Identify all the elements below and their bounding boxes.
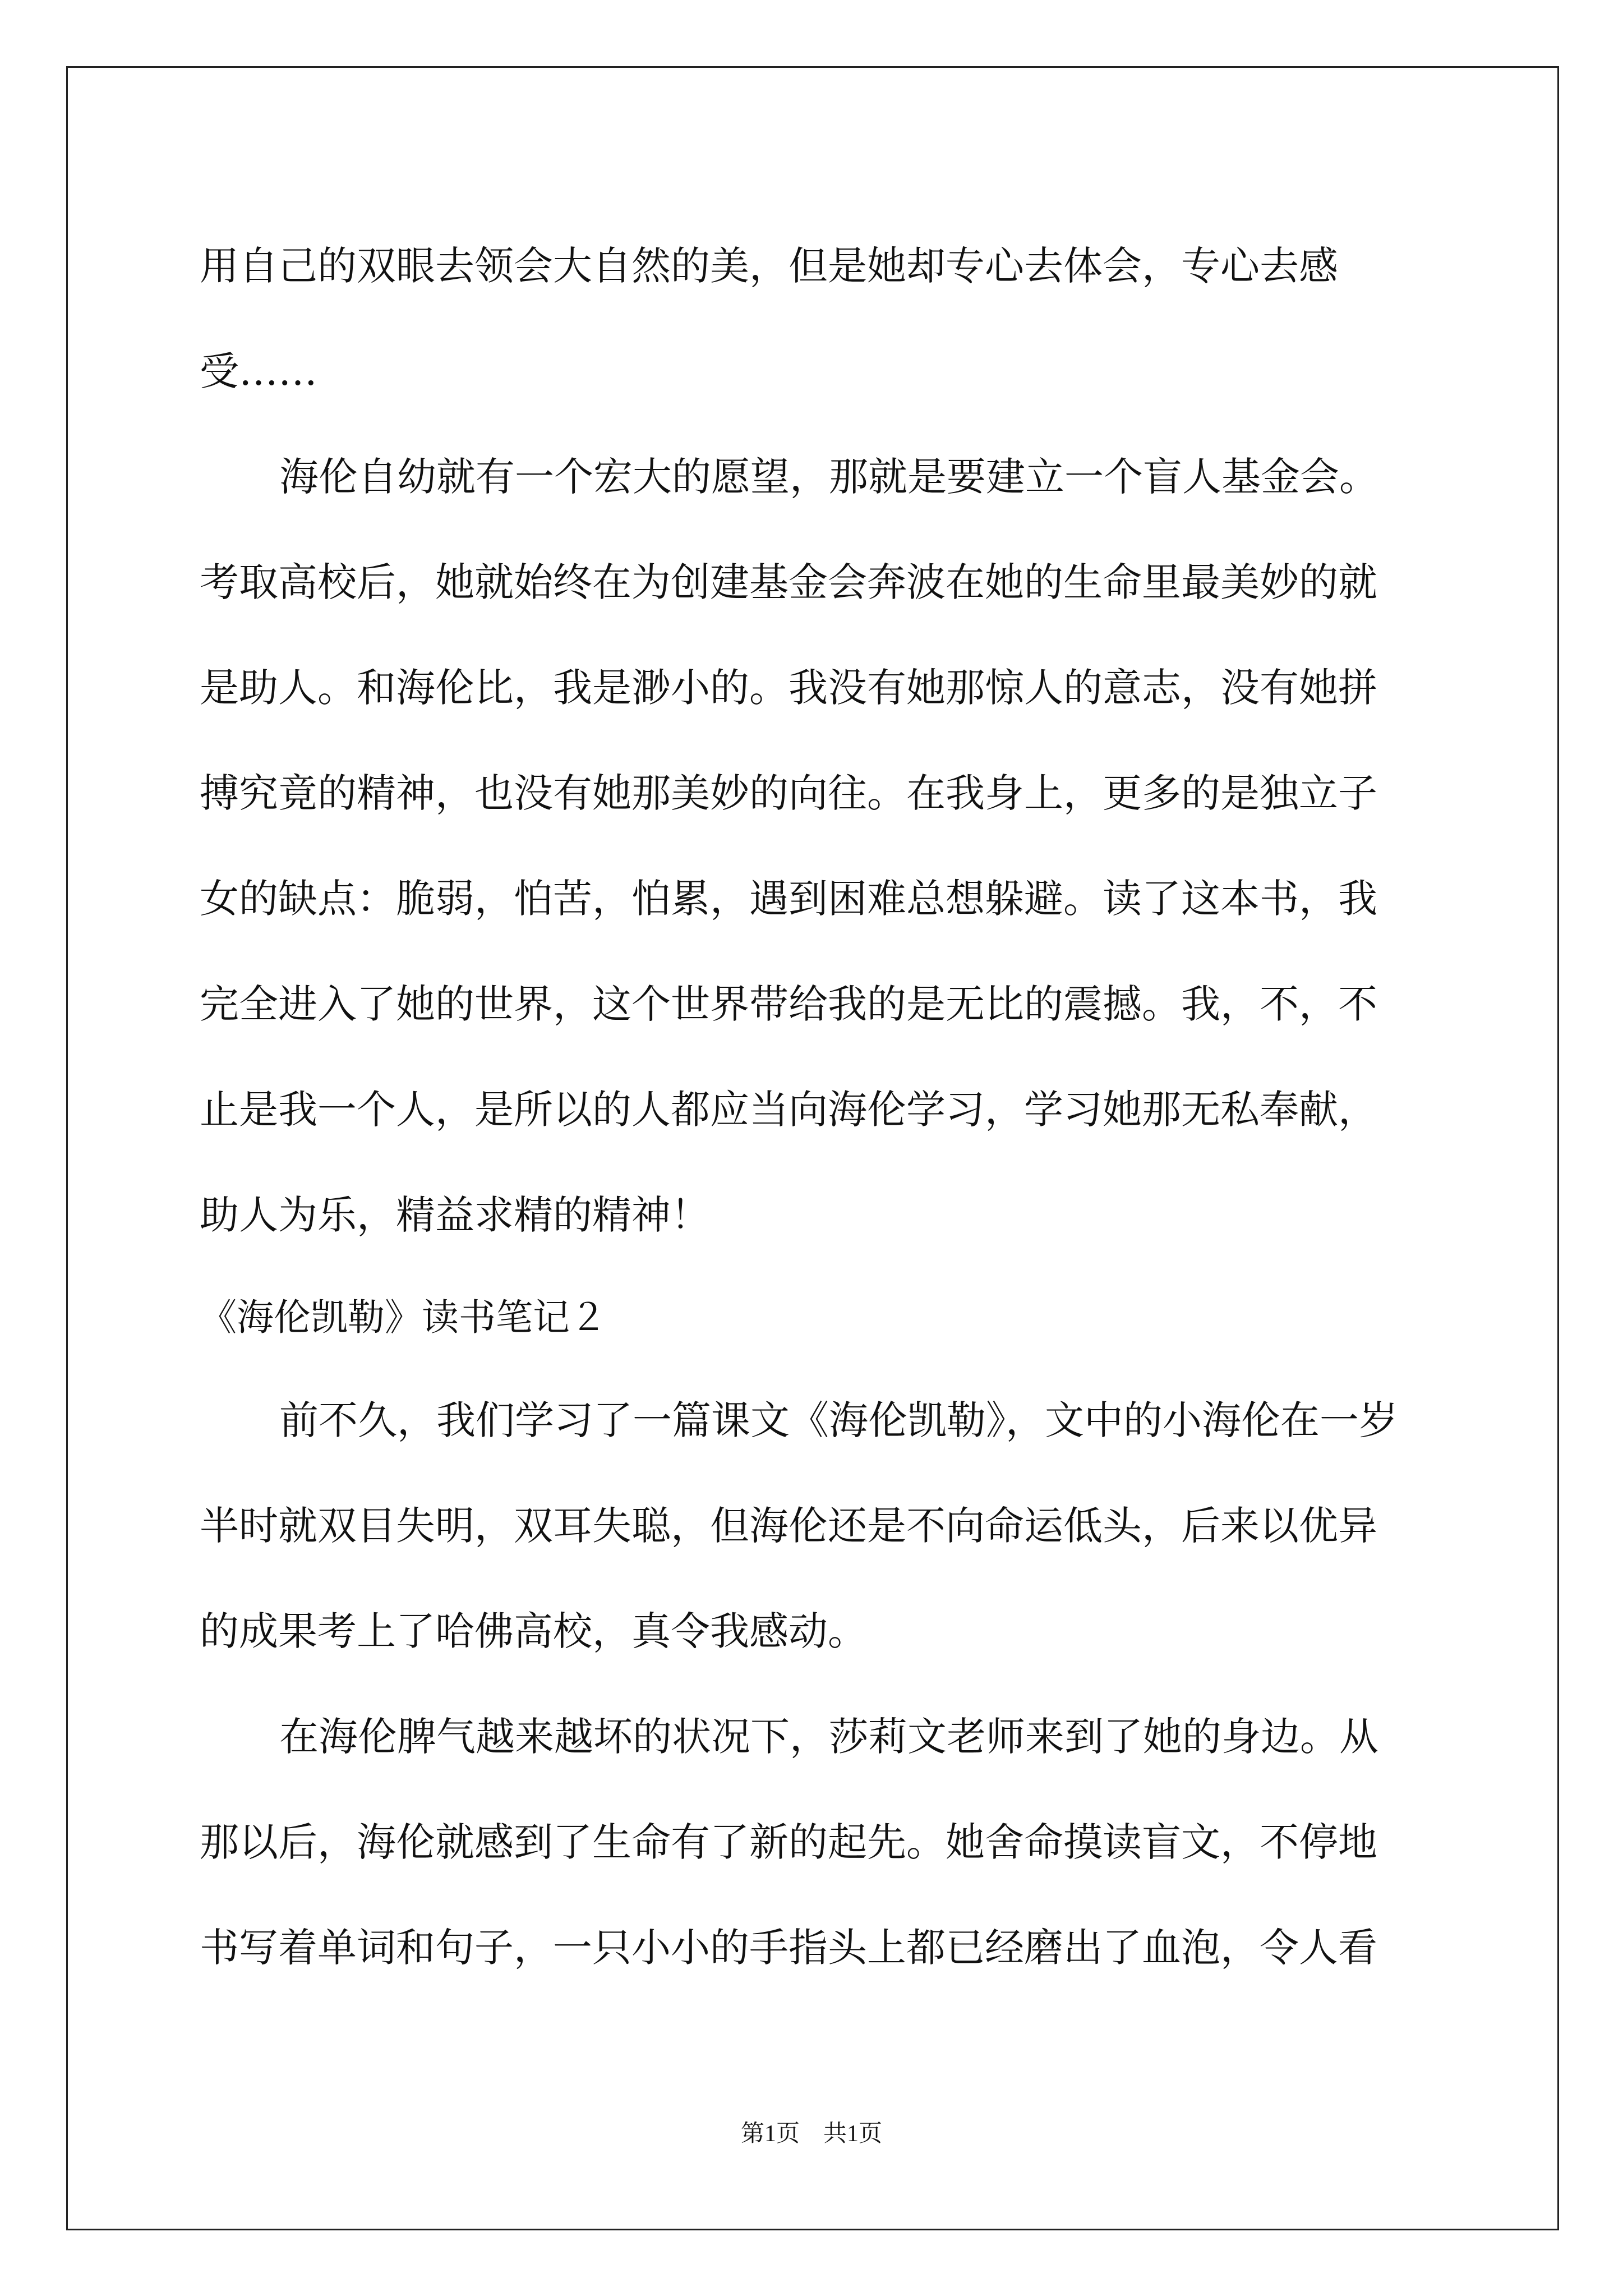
text-line: 女的缺点：脆弱，怕苦，怕累，遇到困难总想躲避。读了这本书，我: [200, 876, 1377, 922]
page-number-footer: 第1页 共1页: [740, 2121, 882, 2147]
paragraph-start: 前不久，我们学习了一篇课文《海伦凯勒》，文中的小海伦在一岁: [279, 1397, 1398, 1443]
text-line: 是助人。和海伦比，我是渺小的。我没有她那惊人的意志，没有她拼: [200, 665, 1377, 711]
text-line: 用自己的双眼去领会大自然的美，但是她却专心去体会，专心去感: [200, 243, 1338, 289]
paragraph-start: 海伦自幼就有一个宏大的愿望，那就是要建立一个盲人基金会。: [279, 454, 1378, 500]
text-line: 半时就双目失明，双耳失聪，但海伦还是不向命运低头，后来以优异: [200, 1503, 1377, 1549]
paragraph-start: 在海伦脾气越来越坏的状况下，莎莉文老师来到了她的身边。从: [279, 1714, 1378, 1760]
text-line: 的成果考上了哈佛高校，真令我感动。: [200, 1608, 867, 1654]
text-line: 搏究竟的精神，也没有她那美妙的向往。在我身上，更多的是独立子: [200, 770, 1377, 816]
text-line: 那以后，海伦就感到了生命有了新的起先。她舍命摸读盲文，不停地: [200, 1819, 1377, 1865]
text-line: 止是我一个人，是所以的人都应当向海伦学习，学习她那无私奉献，: [200, 1087, 1377, 1133]
text-line: 受……: [200, 348, 317, 394]
text-line: 书写着单词和句子，一只小小的手指头上都已经磨出了血泡，令人看: [200, 1925, 1377, 1971]
text-line: 考取高校后，她就始终在为创建基金会奔波在她的生命里最美妙的就: [200, 559, 1377, 605]
text-line: 完全进入了她的世界，这个世界带给我的是无比的震撼。我，不，不: [200, 981, 1377, 1027]
document-body: [200, 213, 1428, 2000]
section-heading: 《海伦凯勒》读书笔记２: [200, 1296, 607, 1339]
text-line: 助人为乐，精益求精的精神！: [200, 1192, 710, 1238]
